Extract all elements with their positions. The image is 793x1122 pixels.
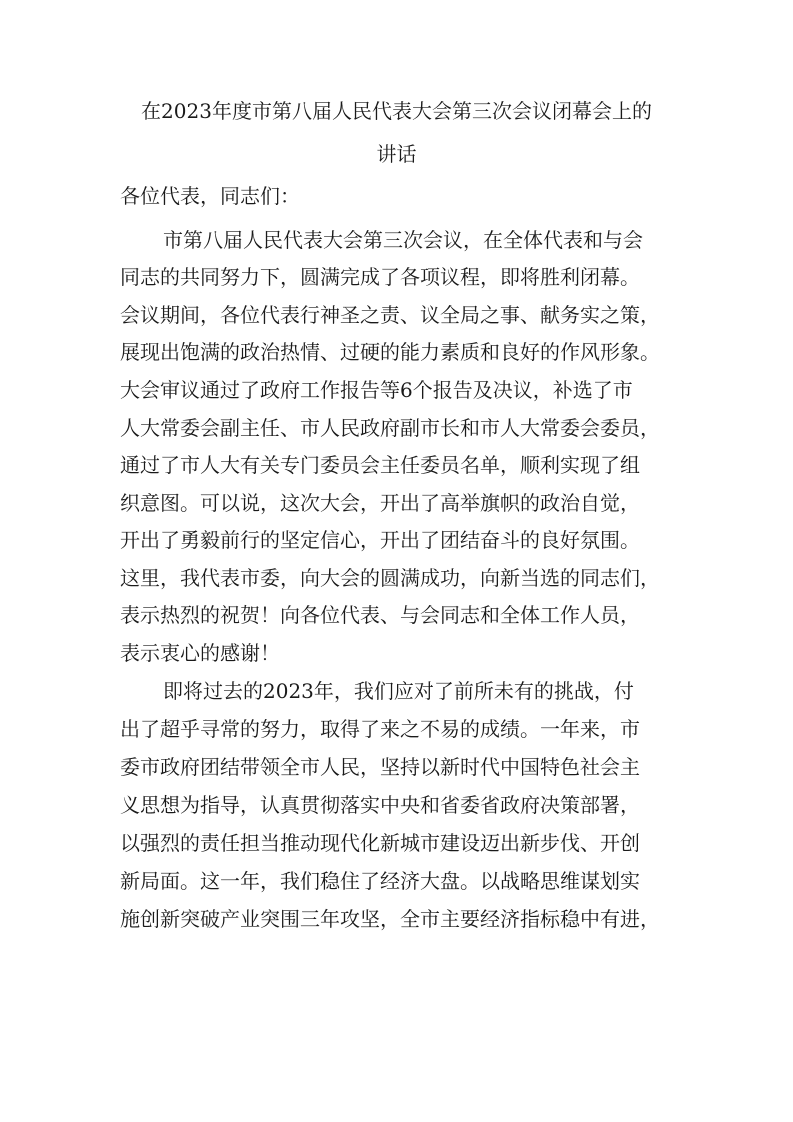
paragraph-1-line: 开出了勇毅前行的坚定信心，开出了团结奋斗的良好氛围。 bbox=[120, 528, 640, 552]
paragraph-1-line: 会议期间，各位代表行神圣之责、议全局之事、献务实之策， bbox=[120, 303, 660, 327]
paragraph-1-line: 展现出饱满的政治热情、过硬的能力素质和良好的作风形象。 bbox=[120, 340, 660, 364]
paragraph-2-line: 出了超乎寻常的努力，取得了来之不易的成绩。一年来，市 bbox=[120, 717, 640, 741]
paragraph-1-line: 表示衷心的感谢！ bbox=[120, 641, 280, 665]
paragraph-1-line: 表示热烈的祝贺！向各位代表、与会同志和全体工作人员， bbox=[120, 603, 640, 627]
paragraph-1-line: 同志的共同努力下，圆满完成了各项议程，即将胜利闭幕。 bbox=[120, 265, 640, 289]
paragraph-1-line: 通过了市人大有关专门委员会主任委员名单，顺利实现了组 bbox=[120, 453, 640, 477]
paragraph-1-line: 这里，我代表市委，向大会的圆满成功，向新当选的同志们， bbox=[120, 566, 660, 590]
paragraph-1-line: 大会审议通过了政府工作报告等6个报告及决议，补选了市 bbox=[120, 378, 633, 402]
paragraph-2-line: 义思想为指导，认真贯彻落实中央和省委省政府决策部署， bbox=[120, 793, 640, 817]
paragraph-2-line: 即将过去的2023年，我们应对了前所未有的挑战，付 bbox=[163, 679, 634, 703]
document-title-line-2: 讲话 bbox=[376, 142, 417, 166]
document-title-line-1: 在2023年度市第八届人民代表大会第三次会议闭幕会上的 bbox=[141, 99, 652, 123]
paragraph-1-line: 织意图。可以说，这次大会，开出了高举旗帜的政治自觉， bbox=[120, 491, 640, 515]
paragraph-1-line: 市第八届人民代表大会第三次会议，在全体代表和与会 bbox=[163, 228, 643, 252]
salutation: 各位代表，同志们： bbox=[120, 184, 300, 208]
paragraph-2-line: 新局面。这一年，我们稳住了经济大盘。以战略思维谋划实 bbox=[120, 869, 640, 893]
paragraph-2-line: 委市政府团结带领全市人民，坚持以新时代中国特色社会主 bbox=[120, 755, 640, 779]
paragraph-1-line: 人大常委会副主任、市人民政府副市长和市人大常委会委员， bbox=[120, 416, 660, 440]
paragraph-2-line: 施创新突破产业突围三年攻坚，全市主要经济指标稳中有进， bbox=[120, 907, 660, 931]
paragraph-2-line: 以强烈的责任担当推动现代化新城市建设迈出新步伐、开创 bbox=[120, 831, 640, 855]
